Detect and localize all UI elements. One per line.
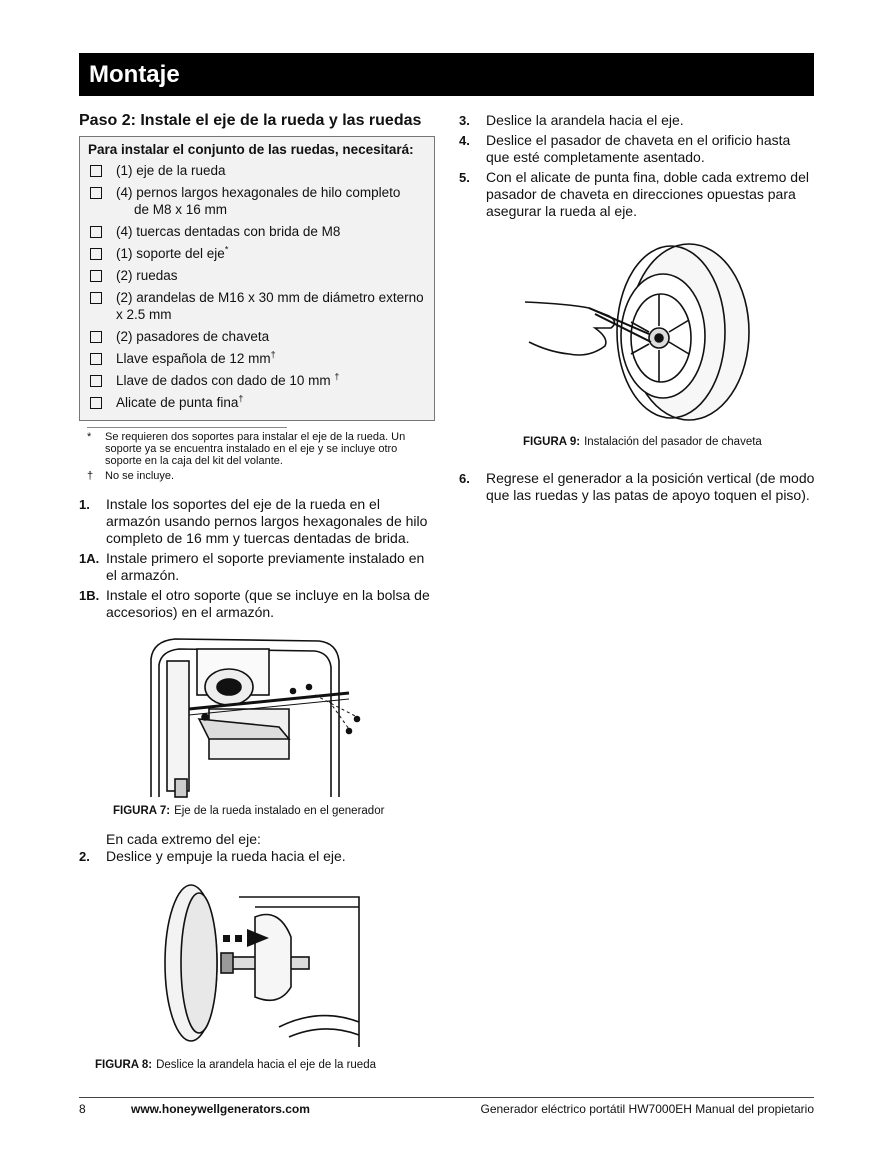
step-3: 3. Deslice la arandela hacia el eje. [459,112,684,128]
page-number: 8 [79,1102,86,1116]
footnote-mark: † [238,393,244,404]
checkbox-icon [90,331,102,343]
checklist-item: (4) tuercas dentadas con brida de M8 [88,223,426,240]
checklist-item: Llave española de 12 mm† [88,350,426,367]
checkbox-icon [90,187,102,199]
checklist-item: (2) arandelas de M16 x 30 mm de diámetro externo x 2.5 mm [88,289,426,323]
checkbox-icon [90,353,102,365]
figure-7-illustration [79,629,435,799]
footer-doc-title: Generador eléctrico portátil HW7000EH Manual del propietario [480,1102,814,1116]
left-column [79,112,435,1071]
parts-box [79,136,435,421]
checkbox-icon [90,165,102,177]
footer-url: www.honeywellgenerators.com [131,1102,310,1116]
footnote-mark: † [334,371,340,382]
step-6: 6. Regrese el generador a la posición vertical (de modo que las ruedas y las patas de apoyo toquen el piso). [459,470,815,503]
checkbox-icon [90,292,102,304]
checklist-item: (2) ruedas [88,267,426,284]
step-4: 4. Deslice el pasador de chaveta en el orificio hasta que esté completamente asentado. [459,132,791,165]
checklist-item: Llave de dados con dado de 10 mm † [88,372,426,389]
step-5: 5. Con el alicate de punta fina, doble cada extremo del pasador de chaveta en direcciones opuestas para asegurar la rueda al eje. [459,169,809,219]
step-1a: 1A. Instale primero el soporte previamente instalado en el armazón. [79,550,425,583]
each-end-text: En cada extremo del eje: [106,831,261,847]
checkbox-icon [90,226,102,238]
figure-8-illustration [79,877,435,1057]
checkbox-icon [90,397,102,409]
footer-divider [79,1097,814,1098]
figure-7-caption: FIGURA 7: Eje de la rueda instalado en el generador [113,805,385,817]
figure-9-caption: FIGURA 9: Instalación del pasador de chaveta [523,436,762,448]
figure-8-caption: FIGURA 8: Deslice la arandela hacia el eje de la rueda [95,1059,376,1071]
footnote-divider [87,427,287,428]
step-2: 2. Deslice y empuje la rueda hacia el eje. [79,848,346,864]
section-title: Paso 2: Instale el eje de la rueda y las ruedas [79,112,422,129]
step-1b: 1B. Instale el otro soporte (que se incluye en la bolsa de accesorios) en el armazón. [79,587,430,620]
figure-9-illustration [459,242,815,432]
page-header [79,53,814,96]
parts-box-title: Para instalar el conjunto de las ruedas, necesitará: [88,142,414,157]
footnote: * Se requieren dos soportes para instalar el eje de la rueda. Un soporte ya se encuentra instalado en el eje y se incluye otro soporte en la caja del kit del volante. [87,431,406,467]
checklist-item: (2) pasadores de chaveta [88,328,426,345]
right-column [459,112,815,507]
checklist-item: (1) eje de la rueda [88,162,426,179]
checklist-item: (4) pernos largos hexagonales de hilo completo de M8 x 16 mm [88,184,426,218]
checklist-item: (1) soporte del eje* [88,245,426,262]
footnote: † No se incluye. [87,470,175,482]
checkbox-icon [90,375,102,387]
footnote-mark: † [270,349,276,360]
checklist-item: Alicate de punta fina† [88,394,426,411]
page-title: Montaje [89,61,180,88]
footnote-mark: * [224,244,229,255]
checkbox-icon [90,270,102,282]
checkbox-icon [90,248,102,260]
step-1: 1. Instale los soportes del eje de la rueda en el armazón usando pernos largos hexagonales de hilo completo de 16 mm y tuercas dentadas de brida. [79,496,428,546]
